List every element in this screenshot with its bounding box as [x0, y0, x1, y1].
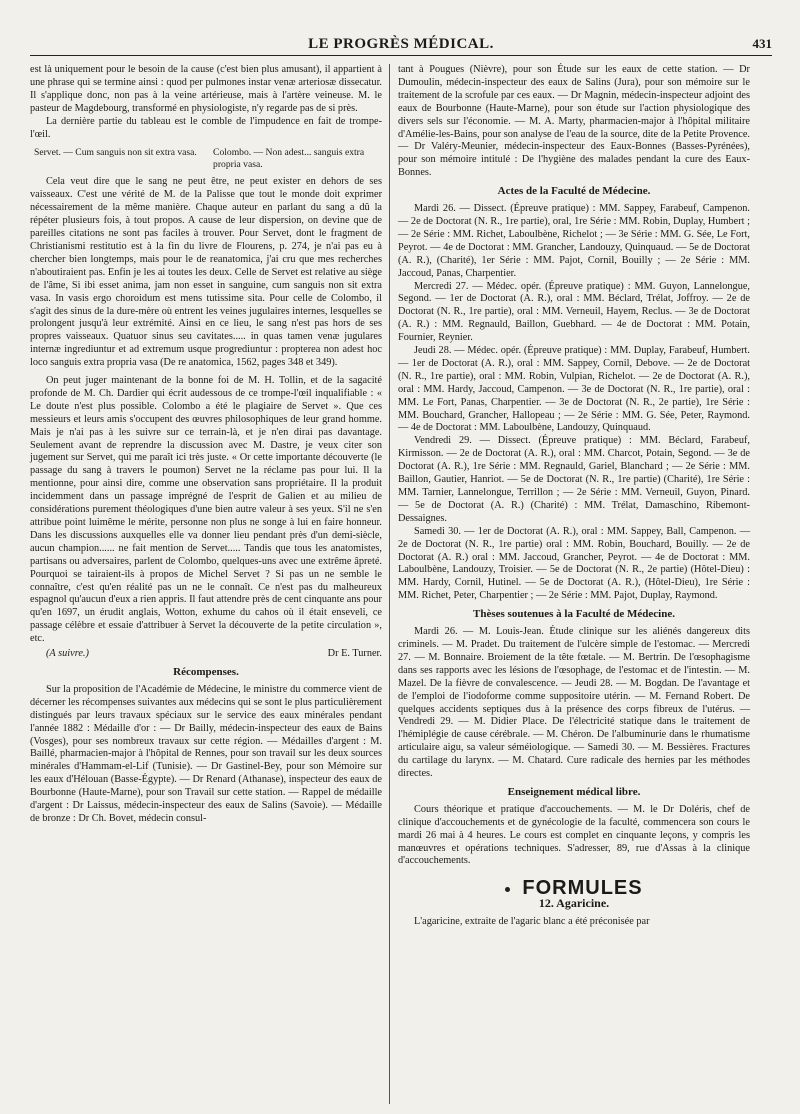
journal-title: LE PROGRÈS MÉDICAL. — [308, 36, 494, 52]
heading-agaricine: 12. Agaricine. — [538, 896, 610, 911]
formules-label: FORMULES — [522, 877, 643, 900]
left-column — [30, 64, 382, 826]
exam-entry: Mercredi 27. — Médec. opér. (Épreuve pratique) : MM. Guyon, Lannelongue, Segond. — 1er de Doctorat (A. R.), oral : MM. Béclard, Trélat, Joffroy. — 2e de Doctorat (N. R., 1re partie), oral : MM. Verneuil, Hayem, Reclus. — 3e de Doctorat (A. R.) : MM. Regnauld, Baillon, Guebhard. — 4e de Doctorat : MM. Potain, Fournier, Reynier. — [398, 280, 750, 344]
paragraph: est là uniquement pour le besoin de la cause (c'est bien plus amusant), il appartient à une phrase qui se termine ainsi : quod per pulmones instar venæ arteriosæ dissecatur. Il s'applique donc, non pas à la veine artérieuse, mais à l'artère veineuse. M. le pasteur de Magdebourg, transformé en physiologiste, n'y regarde pas de si près. — [30, 64, 382, 114]
right-column — [398, 64, 750, 929]
column-divider — [389, 64, 390, 1104]
comparison-quote — [30, 147, 382, 170]
exam-entry: Vendredi 29. — Dissect. (Épreuve pratique) : MM. Béclard, Farabeuf, Kirmisson. — 2e de Doctorat (A. R.), oral : MM. Charcot, Potain, Segond. — 3e de Doctorat (A. R.), 1re Série : MM. Regnauld, Gariel, Blanchard ; — 2e Série : MM. Baillon, Gautier, Hanriot. — 5e de Doctorat (N. R., 1re partie) (Charité), 1re Série : MM. Tarnier, Lannelongue, Terrillon ; — 2e Série : MM. Verneuil, Guyon, Pinard. — 5e de Doctorat (A. R.) (Charité) : MM. Trélat, Damaschino, Ribemont-Dessaignes. — [398, 435, 750, 524]
header-rule — [30, 55, 772, 56]
heading-recompenses: Récompenses. — [173, 665, 239, 678]
heading-enseignement: Enseignement médical libre. — [507, 785, 641, 798]
paragraph: L'agaricine, extraite de l'agaric blanc a été préconisée par — [414, 916, 650, 928]
paragraph: Mardi 26. — M. Louis-Jean. Étude clinique sur les aliénés dangereux dits criminels. — M. Pradet. Du traitement de l'ulcère simple de l'estomac. — Mercredi 27. — M. Bonnaire. Broiement de la tête fœtale. — M. Bertrin. De l'œsophagisme dans ses rapports avec les lésions de l'œsophage, de l'estomac et de l'intestin. — M. Mazel. De la fièvre de convalescence. — Jeudi 28. — M. Bogdan. De l'avantage et de l'emploi de l'iodoforme comme suppositoire utérin. — M. Fernand Robert. De quelques accidents septiques dus à la présence des corps fibreux de l'utérus. — Vendredi 29. — M. Didier Place. De l'électricité statique dans le traitement de l'hémiplégie de cause cérébrale. — M. Chéron. De l'albuminurie dans le rhumatisme articulaire aigu, sa valeur séméiologique. — Samedi 30. — M. Bessières. Fractures du cartilage du larynx. — M. Chatard. Cure radicale des hernies par les méthodes directes. — [398, 626, 750, 780]
bullet-icon — [505, 887, 510, 892]
heading-actes: Actes de la Faculté de Médecine. — [497, 185, 651, 198]
paragraph: La dernière partie du tableau est le comble de l'impudence en fait de trompe-l'œil. — [30, 115, 382, 140]
heading-formules — [398, 877, 750, 900]
paragraph: tant à Pougues (Nièvre), pour son Étude sur les eaux de cette station. — Dr Dumoulin, médecin-inspecteur des eaux de Salins (Jura), pour son mémoire sur le traitement de la scrofule par ces eaux. — Dr Magnin, médecin-inspecteur adjoint des eaux de Bourbonne (Haute-Marne), pour son étude sur l'action physiologique des divers sels sur l'économie. — M. A. Marty, pharmacien-major à l'hôpital militaire d'Amélie-les-Bains, pour son analyse de l'eau de la source, dite de la Petite Provence. — Dr Valéry-Meunier, médecin-inspecteur des Eaux-Bonnes (Basses-Pyrénées), pour son mémoire intitulé : De l'hygiène des malades pendant la cure des Eaux-Bonnes. — [398, 64, 750, 179]
exam-entry: Samedi 30. — 1er de Doctorat (A. R.), oral : MM. Sappey, Ball, Campenon. — 2e de Doctorat (N. R., 1re partie) oral : MM. Robin, Bouchard, Bouilly. — 2e de Doctorat (A. R.) oral : MM. Jaccoud, Grancher, Peyrot. — 4e de Doctorat : MM. Laboulbène, Landouzy, Troisier. — 5e de Doctorat (N. R., 2e partie) (Hôtel-Dieu) : MM. Hardy, Cornil, Hutinel. — 5e de Doctorat (A. R.), (Hôtel-Dieu), 1re Série : MM. Richet, Peter, Charpentier ; — 2e Série : MM. Pajot, Duplay, Raymond. — [398, 525, 750, 602]
exam-entry: Jeudi 28. — Médec. opér. (Épreuve pratique) : MM. Duplay, Farabeuf, Humbert. — 1er de Doctorat (A. R.), oral : MM. Sappey, Cornil, Debove. — 2e de Doctorat (N. R., 1re partie), oral : MM. Robin, Vulpian, Richelot. — 2e de Doctorat (A. R.), oral : MM. Hardy, Jaccoud, Campenon. — 3e de Doctorat (N. R., 1re partie), oral : MM. Le Fort, Panas, Charpentier. — 3e de Doctorat (N. R., 2e partie), 1re Série : MM. Bouchard, Grancher, Hallopeau ; — 2e Série : MM. G. Sée, Peter, Raymond. — 4e de Doctorat : MM. Laboulbène, Landouzy, Quinquaud. — [398, 345, 750, 434]
article-signature — [46, 648, 382, 661]
paragraph: Cours théorique et pratique d'accouchements. — M. le Dr Doléris, chef de clinique d'accouchements et de gynécologie de la faculté, commencera son cours le mardi 26 mai à 4 heures. Le cours est complet en cinquante leçons, y compris les manœuvres et opérations techniques. S'adresser, 89, rue d'Assas à la clinique d'accouchements. — [398, 803, 750, 867]
heading-theses: Thèses soutenues à la Faculté de Médecine. — [473, 608, 675, 621]
to-be-continued: (A suivre.) — [46, 648, 89, 660]
paragraph: On peut juger maintenant de la bonne foi de M. H. Tollin, et de la sagacité profonde de M. Ch. Dardier qui écrit audessous de ce trompe-l'œil inqualifiable : « Le doute n'est plus possible. Colombo a été le plagiaire de Servet ». Que ces messieurs et leurs amis s'occupent des œuvres philosophiques de leur grand homme. Mais je n'ai pas à les suivre sur ce terrain-là, et je n'en dirai pas davantage. Seulement avant de reprendre la discussion avec M. Dastre, je veux citer son jugement sur Servet, qui me paraît ici très juste. « Or cette importante découverte (le passage du sang à travers le poumon) Servet ne la réclame pas pour lui. Il la mentionne, pour ainsi dire, comme une observation sans propriétaire. Il la produit incidemment dans un passage imprégné de l'esprit de Galien et au milieu de considérations purement théologiques d'une bien autre valeur à ses yeux. S'il ne s'en attribue point luimême le mérite, personne non plus ne songe à lui en faire honneur. Dans les discussions auxquelles elle va donner lieu pendant près d'un demi-siècle, aucun champion...... ne fait mention de Servet..... Tandis que tous les anatomistes, partisans ou adversaires, parlent de Colombo, quelques-uns avec une extrême âpreté. Pourquoi se tairaient-ils à propos de Michel Servet ? Si pas un ne semble le connaître, c'est qu'en réalité pas un ne le connaît. Ce n'est pas du malheureux espagnol qu'aucun d'eux a rien appris. Il faut attendre près de cent cinquante ans pour qu'en 1697, un érudit anglais, Wotton, exhume du cahos où il était enseveli, ce passage célèbre et essaie d'attribuer à Servet la découverte de la petite circulation », etc. — [30, 375, 382, 645]
paragraph: Sur la proposition de l'Académie de Médecine, le ministre du commerce vient de décerner les récompenses suivantes aux médecins qui se sont le plus particulièrement distingués par leurs travaux spéciaux sur le service des eaux minérales pendant l'année 1882 : Médaille d'or : — Dr Bailly, médecin-inspecteur des eaux de Bains (Vosges), pour ses nombreux travaux sur cette région. — Médailles d'argent : M. Baillé, pharmacien-major à l'hôpital de Rennes, pour son travail sur les deux sources minérales d'Hammam-el-Lif (Tunisie). — Dr Gastinel-Bey, pour son Mémoire sur les eaux d'Hélouan (Basse-Égypte). — Dr Renard (Athanase), inspecteur des eaux de Bourbonne (Haute-Marne), pour son Travail sur cette station. — Rappel de médaille d'argent : Dr Laissus, médecin-inspecteur des eaux de Salins (Savoie). — Médaille de bronze : Dr Ch. Bovet, médecin consul- — [30, 683, 382, 824]
quote-colombo: Colombo. — Non adest... sanguis extra propria vasa. — [213, 147, 365, 170]
exam-entry: Mardi 26. — Dissect. (Épreuve pratique) : MM. Sappey, Farabeuf, Campenon. — 2e de Doctorat (N. R., 1re partie), oral, 1re Série : MM. Robin, Duplay, Humbert ; — 2e Série : MM. Richet, Laboulbène, Richelot ; — 3e Série : MM. G. Sée, Le Fort, Peyrot. — 4e de Doctorat : MM. Grancher, Landouzy, Quinquaud. — 5e de Doctorat (A. R.), (Charité), 1er Série : MM. Pajot, Cornil, Bouilly ; — 2e Série : MM. Jaccoud, Panas, Charpentier. — [398, 203, 750, 279]
quote-servet: Servet. — Cum sanguis non sit extra vasa. — [34, 147, 197, 159]
author-name: Dr E. Turner. — [327, 648, 382, 660]
paragraph: Cela veut dire que le sang ne peut être, ne peut exister en dehors de ses vaisseaux. C'est une vérité de M. de la Palisse que tout le monde doit exprimer nécessairement de la même manière. Chaque auteur en parlant du sang a dû la répéter plusieurs fois, à tout propos. A cause de leur dispersion, on devine que de pareilles citations ne sont pas faciles à trouver. Pour Servet, dont le fragment de Christianismi restitutio est à la fin du livre de Flourens, p. 274, je n'ai pas eu à chercher bien longtemps, mais pour le de reanatomica, j'ai cru que mes recherches n'aboutiraient pas. Enfin je les ai toutes les deux. Celle de Servet est relative au siège de l'âme, Si ibi esset anima, jam non esset in sanguine, cum sanguis non sit extra vasa. In vasis ergo choroidum est mens tutissime sita. Pour celle de Colombo, il s'agit des sinus de la dure-mère où entrent les veines jugulaires internes, lesquelles se prolongent jusqu'à leur extrémité. Ainsi en ce lieu, le sang n'est pas hors de ses propres vaisseaux. Quatuor sinus seu cavitates..... in quas tamen venæ jugulares internæ ingrediuntur et ad extremum usque progrediuntur : propterea non adest hoc loco sanguis extra propria vasa (De re anatomica, 1562, pages 348 et 349). — [30, 176, 382, 369]
page-header — [30, 30, 772, 56]
page-number: 431 — [752, 36, 772, 51]
